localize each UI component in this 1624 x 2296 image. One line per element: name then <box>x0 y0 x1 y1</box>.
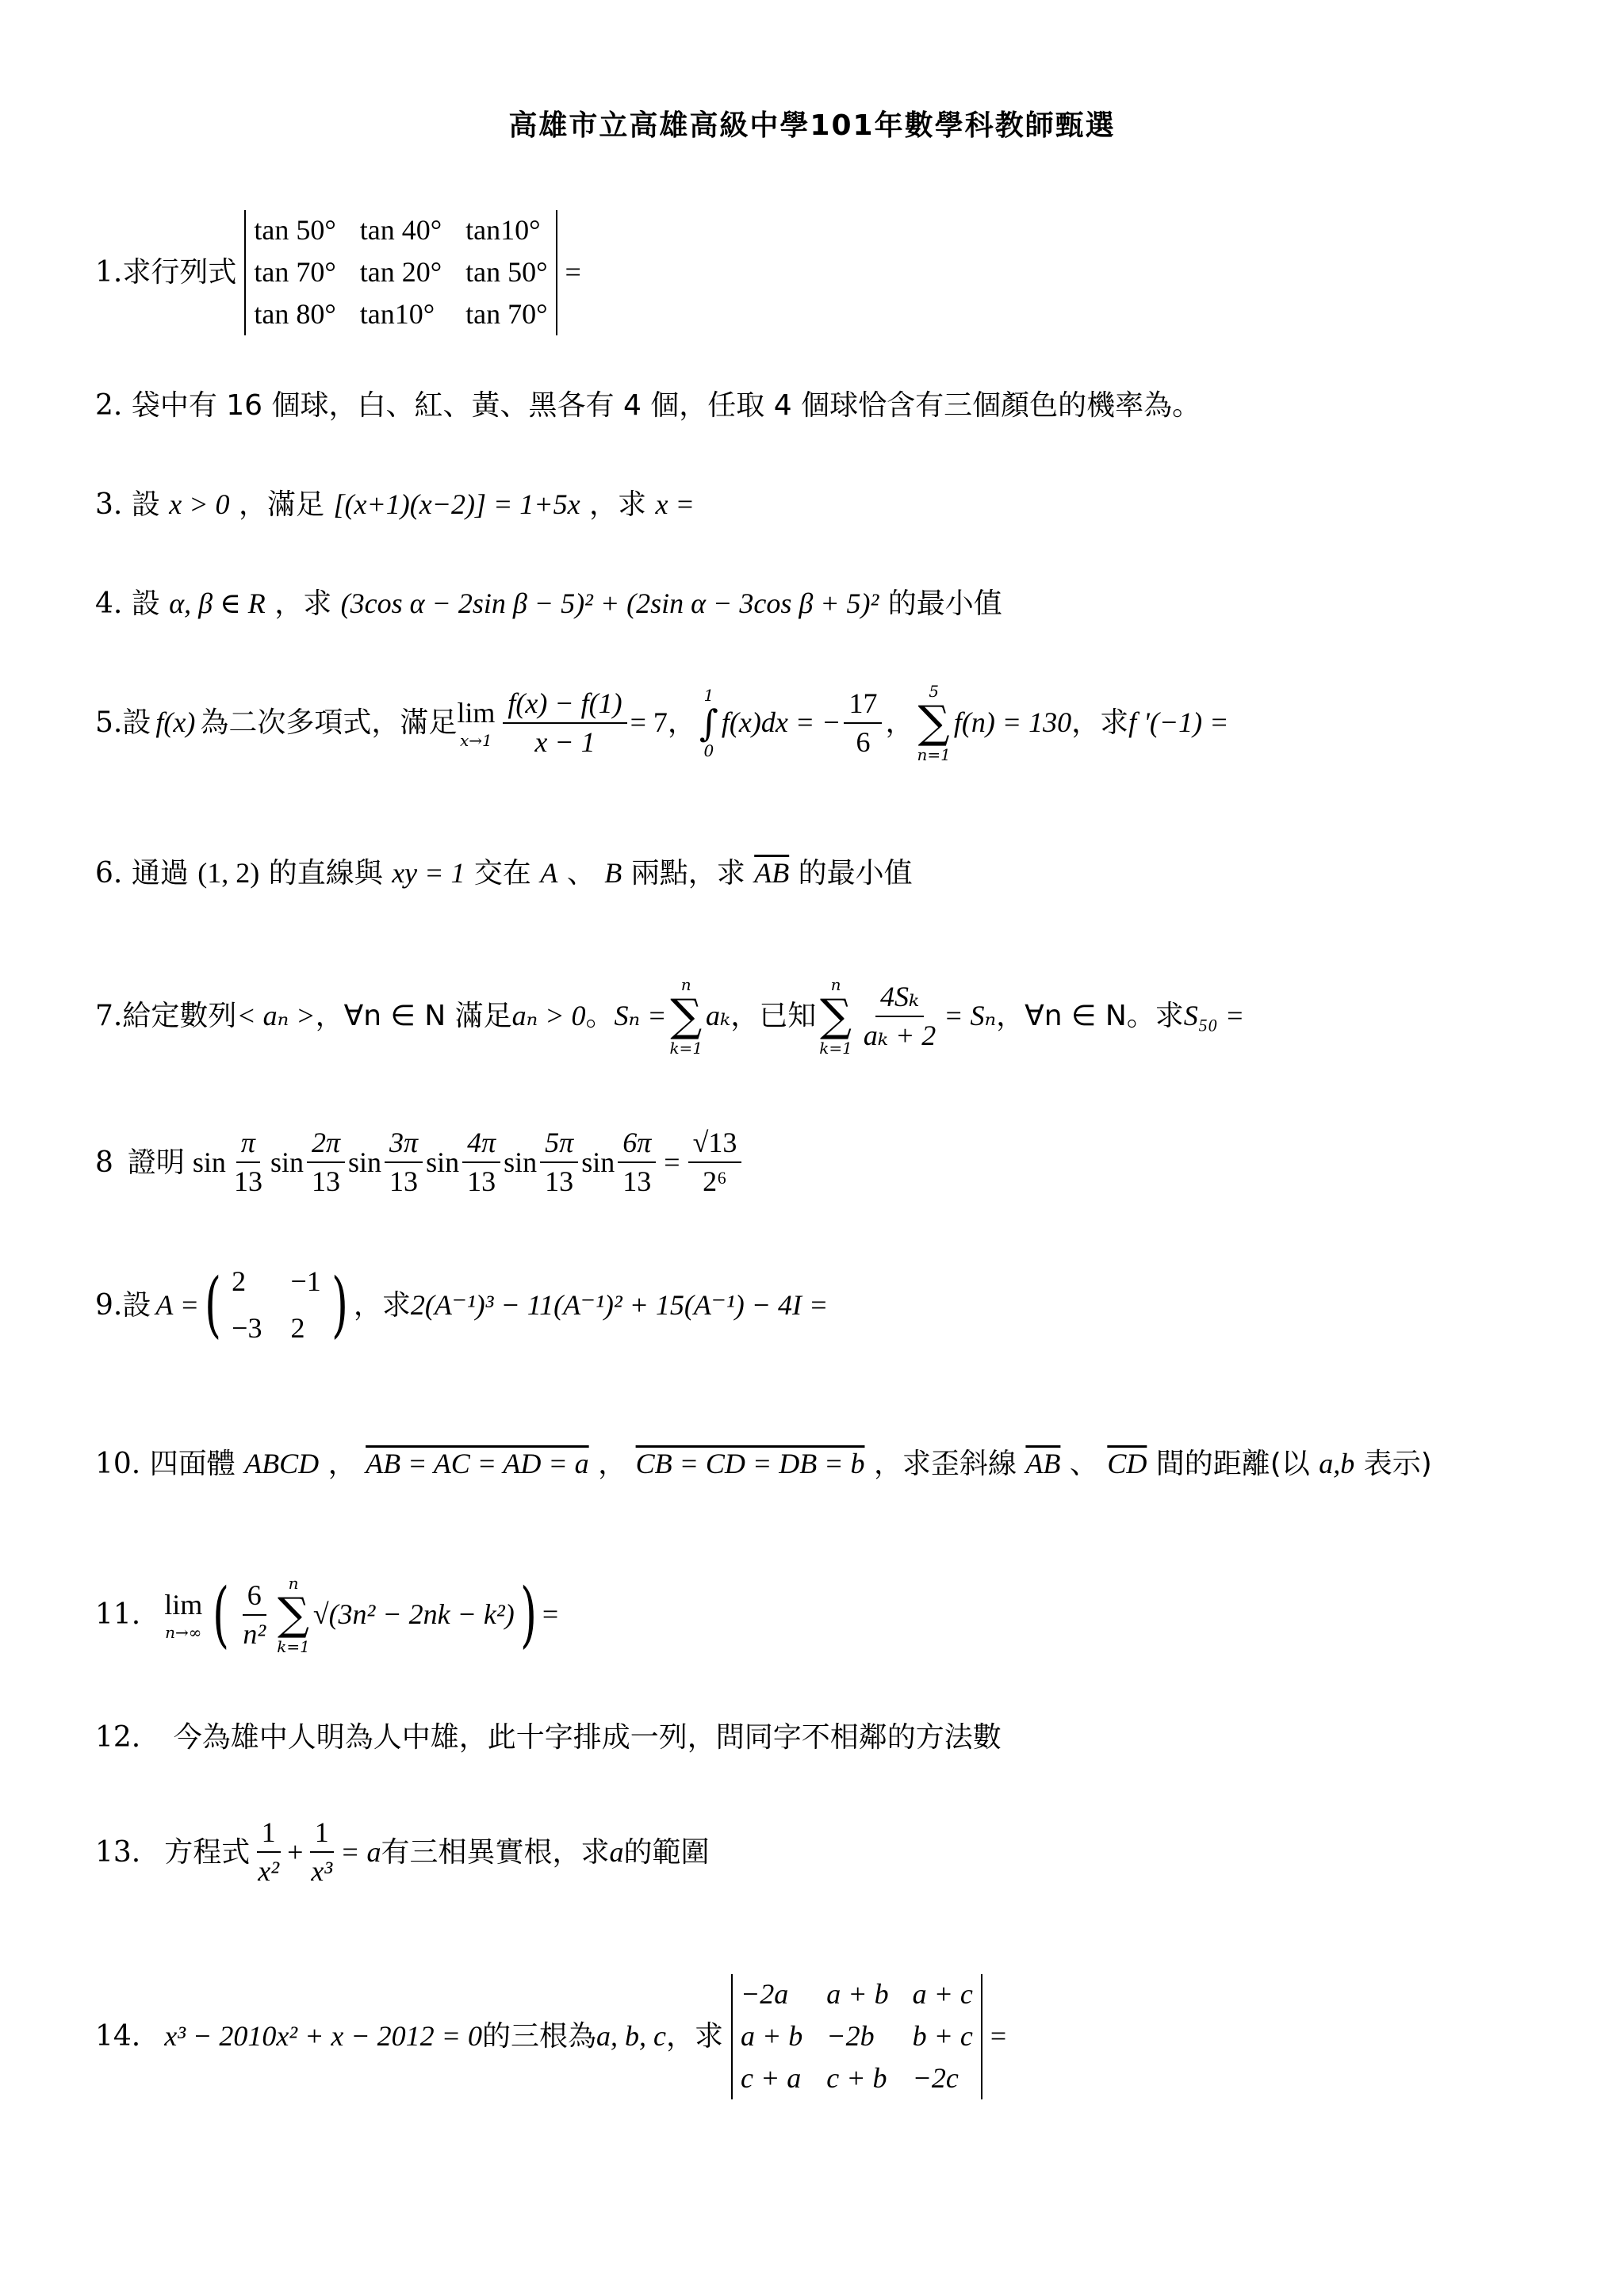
question-2 <box>95 388 1201 423</box>
question-text: 的最小值 <box>798 857 913 890</box>
separator: 。 <box>585 1000 615 1033</box>
question-text: 的三根為 <box>481 2020 596 2053</box>
matrix-cell: 2 <box>290 1312 305 1345</box>
matrix-cell: c + b <box>826 2062 887 2095</box>
question-text: ，求 <box>665 2020 723 2053</box>
segment: $\overline{AB}$ <box>754 857 790 889</box>
math-expression: x = <box>655 488 695 520</box>
denominator: aₖ + 2 <box>863 1020 936 1051</box>
math-expression: ABCD <box>244 1448 320 1479</box>
limit-operator: lim <box>457 697 496 729</box>
fraction <box>688 1126 742 1199</box>
sin-label: sin <box>581 1146 615 1178</box>
separator: ， <box>667 706 696 740</box>
integral-lower: 0 <box>703 741 714 760</box>
math-expression: = a <box>340 1835 381 1868</box>
math-expression: 2(A⁻¹)³ − 11(A⁻¹)² + 15(A⁻¹) − 4I = <box>410 1288 829 1321</box>
determinant <box>731 1974 982 2099</box>
question-number: 11. <box>95 1598 141 1632</box>
denominator: x³ <box>311 1855 333 1888</box>
question-text: 的範圍 <box>623 1835 710 1869</box>
question-number: 6. <box>95 857 123 890</box>
math-expression: x > 0 <box>169 488 230 520</box>
question-text: 四面體 <box>149 1448 236 1480</box>
question-text: 的最小值 <box>887 587 1002 620</box>
equals-sign: = <box>542 1598 559 1631</box>
math-expression: f '(−1) = <box>1128 706 1229 739</box>
question-text: 表示) <box>1363 1448 1432 1480</box>
math-expression: x³ − 2010x² + x − 2012 = 0 <box>164 2020 482 2053</box>
summation: n ∑ k=1 <box>277 1574 310 1656</box>
numerator: 6π <box>618 1126 656 1163</box>
question-number: 8 <box>95 1146 113 1179</box>
math-expression: S₅₀ = <box>1183 1000 1245 1032</box>
question-13 <box>95 1816 709 1888</box>
sin-label: sin <box>504 1146 538 1178</box>
integral <box>699 686 718 760</box>
question-text: 證明 <box>127 1146 185 1179</box>
math-expression: √(3n² − 2nk − k²) <box>312 1598 515 1631</box>
math-expression: α, β ∈ R <box>169 587 266 619</box>
question-text: 今為雄中人明為人中雄，此十字排成一列，問同字不相鄰的方法數 <box>173 1721 1002 1754</box>
math-expression: B <box>604 857 622 889</box>
summation: 5 ∑ n=1 <box>917 682 951 764</box>
matrix-cell: −2b <box>826 2020 875 2053</box>
matrix <box>232 1265 321 1345</box>
denominator: x − 1 <box>534 726 596 758</box>
denominator: 13 <box>233 1165 262 1198</box>
matrix-cell: 2 <box>232 1265 247 1297</box>
limit-subscript: n→∞ <box>165 1622 202 1642</box>
matrix-cell: tan 70° <box>465 298 548 331</box>
question-number: 3. <box>95 488 123 521</box>
math-expression: f(x)dx = − <box>721 706 841 739</box>
question-number: 13. <box>95 1835 141 1869</box>
math-expression: AB = AC = AD = a <box>366 1448 589 1479</box>
numerator: 5π <box>540 1126 578 1163</box>
numerator: 4Sₖ <box>875 980 924 1017</box>
math-expression: (3cos α − 2sin β − 5)² + (2sin α − 3cos β + 5)² <box>340 587 879 619</box>
numerator: 4π <box>462 1126 500 1163</box>
separator: 、 <box>566 857 596 890</box>
matrix-cell: a + c <box>912 1978 973 2010</box>
question-text: 有三相異實根，求 <box>381 1835 610 1869</box>
fraction <box>540 1126 578 1199</box>
math-expression: = 7 <box>630 706 668 739</box>
limit <box>164 1588 202 1641</box>
denominator: 13 <box>467 1165 496 1198</box>
fraction <box>462 1126 500 1199</box>
matrix-cell: −3 <box>232 1312 262 1345</box>
matrix-cell: a + b <box>826 1978 889 2010</box>
question-9: 9. 設 A = ( 2 −1 −3 2 ) ，求 2(A⁻¹)³ − 11(A⁻¹)² + 15(A⁻¹) − 4I = <box>95 1263 829 1347</box>
question-number: 10. <box>95 1448 141 1480</box>
math-expression: A <box>540 857 558 889</box>
sin-label: sin <box>192 1146 226 1178</box>
question-text: ，求 <box>1071 706 1129 740</box>
matrix-cell: tan10° <box>465 214 541 246</box>
limit-operator: lim <box>164 1589 203 1621</box>
matrix-cell: c + a <box>740 2062 802 2095</box>
fraction <box>306 1816 337 1888</box>
fraction <box>229 1126 267 1199</box>
matrix-cell: tan 20° <box>359 256 442 289</box>
matrix-cell: tan 70° <box>254 256 336 289</box>
fraction <box>618 1126 656 1199</box>
question-text: 。求 <box>1126 1000 1184 1033</box>
math-expression: f(n) = 130 <box>953 706 1072 739</box>
numerator: f(x) − f(1) <box>503 687 626 724</box>
sine-product <box>193 1126 659 1199</box>
separator: 、 <box>1069 1448 1098 1480</box>
question-1 <box>95 210 581 335</box>
matrix-cell: tan 80° <box>254 298 336 331</box>
matrix-cell: −2c <box>912 2062 959 2095</box>
limit <box>457 696 495 749</box>
question-text: 設 <box>122 1288 151 1322</box>
numerator: 1 <box>257 1816 281 1853</box>
math-expression: a,b <box>1319 1448 1355 1479</box>
denominator: 13 <box>311 1165 340 1198</box>
integral-sign: ∫ <box>699 702 718 744</box>
numerator: √13 <box>688 1126 742 1163</box>
sum-lower: k=1 <box>277 1637 310 1656</box>
sum-upper: n <box>830 975 841 994</box>
question-text: 設 <box>122 706 151 740</box>
sum-upper: 5 <box>929 682 939 701</box>
sum-lower: k=1 <box>669 1039 703 1058</box>
numerator: 2π <box>307 1126 345 1163</box>
denominator: 2⁶ <box>703 1165 727 1198</box>
question-4 <box>95 587 1002 621</box>
question-text: ，求 <box>274 587 332 620</box>
question-text: ，已知 <box>730 1000 817 1033</box>
numerator: 17 <box>844 687 882 724</box>
math-expression: aₙ > 0 <box>511 1000 586 1032</box>
fraction <box>238 1578 270 1651</box>
question-text: ，求歪斜線 <box>873 1448 1017 1480</box>
math-expression: f(x) <box>155 706 196 739</box>
math-expression: a <box>609 1835 624 1868</box>
math-expression: CB = CD = DB = b <box>635 1448 865 1479</box>
question-text: 方程式 <box>164 1835 251 1869</box>
question-number: 9. <box>95 1288 123 1322</box>
question-number: 1. <box>95 256 123 289</box>
matrix-cell: tan 50° <box>254 214 336 246</box>
segment: $\overline{CD}$ <box>1107 1448 1147 1479</box>
question-5 <box>95 682 1228 764</box>
question-text: 兩點，求 <box>630 857 745 890</box>
question-text: 間的距離(以 <box>1155 1448 1310 1480</box>
math-expression: aₖ <box>706 1000 731 1032</box>
separator: ， <box>327 1448 357 1480</box>
denominator: n² <box>243 1618 266 1650</box>
sum-upper: n <box>288 1574 299 1593</box>
separator: ， <box>885 706 914 740</box>
segment: $\overline{AB}$ <box>1025 1448 1061 1479</box>
denominator: 13 <box>389 1165 419 1198</box>
question-text: 通過 <box>131 857 189 890</box>
question-12 <box>95 1720 1002 1755</box>
numerator: 3π <box>385 1126 423 1163</box>
question-number: 5. <box>95 706 123 740</box>
equals-sign: = <box>565 256 581 289</box>
numerator: 1 <box>310 1816 334 1853</box>
question-text: 設 <box>131 488 160 521</box>
question-3 <box>95 488 695 522</box>
sum-lower: n=1 <box>917 745 951 764</box>
question-text: 的直線與 <box>268 857 383 890</box>
fraction <box>859 980 940 1053</box>
math-expression: xy = 1 <box>392 857 465 889</box>
question-number: 14. <box>95 2020 141 2053</box>
denominator: 6 <box>856 726 871 758</box>
summation: n ∑ k=1 <box>669 975 703 1058</box>
sin-label: sin <box>270 1146 304 1178</box>
fraction <box>307 1126 345 1199</box>
separator: ， <box>598 1448 627 1480</box>
fraction <box>844 687 882 760</box>
question-10 <box>95 1447 1432 1481</box>
math-expression: [(x+1)(x−2)] = 1+5x <box>333 488 580 520</box>
math-expression: < aₙ > <box>236 1000 316 1032</box>
question-text: 交在 <box>473 857 531 890</box>
sum-upper: n <box>680 975 691 994</box>
limit-subscript: x→1 <box>459 730 492 750</box>
summation: n ∑ k=1 <box>819 975 852 1058</box>
question-number: 12. <box>95 1721 141 1754</box>
math-expression: = Sₙ <box>944 1000 997 1032</box>
matrix-cell: −2a <box>740 1978 789 2010</box>
determinant <box>244 210 557 335</box>
denominator: x² <box>258 1855 280 1888</box>
question-8: 8 證明 sin $\frac{\pi}{13}$ sin $\frac{2\pi}{13}$ sin $\frac{3\pi}{13}$ sin $\frac{4\pi}{13}$ sin $\frac{5\pi}{13}$ sin $\frac{6\pi}{13}$ = $\frac{√13}{\text{2⁶}}$ <box>95 1126 745 1199</box>
denominator: 13 <box>622 1165 652 1198</box>
matrix-cell: tan 40° <box>359 214 442 246</box>
numerator: 6 <box>243 1578 266 1616</box>
matrix-cell: b + c <box>912 2020 973 2053</box>
math-expression: Sₙ = <box>614 1000 667 1032</box>
question-14 <box>95 1974 1006 2099</box>
equals-sign: = <box>990 2020 1007 2053</box>
matrix-cell: −1 <box>290 1265 321 1297</box>
question-text: ，∀n ∈ N <box>996 1000 1127 1033</box>
question-6 <box>95 856 913 890</box>
question-text: 設 <box>131 587 160 620</box>
question-text: 為二次多項式，滿足 <box>200 706 458 740</box>
question-text: ，求 <box>353 1288 411 1322</box>
question-text: ，∀n ∈ N 滿足 <box>315 1000 512 1033</box>
matrix-cell: a + b <box>740 2020 803 2053</box>
question-11: 11. lim n→∞ ( $\frac{6}{\text{n²}}$ n ∑ k=1 √(3n² − 2nk − k²) ) = <box>95 1573 559 1656</box>
sin-label: sin <box>348 1146 382 1178</box>
matrix-cell: tan10° <box>359 298 435 331</box>
question-number: 2. <box>95 389 123 422</box>
math-expression: a, b, c <box>596 2020 666 2053</box>
integral-upper: 1 <box>703 686 714 705</box>
question-number: 7. <box>95 1000 123 1033</box>
question-number: 4. <box>95 587 123 620</box>
fraction <box>253 1816 284 1888</box>
question-text: 袋中有 16 個球，白、紅、黃、黑各有 4 個，任取 4 個球恰含有三個顏色的機率為。 <box>131 389 1201 422</box>
numerator: π <box>236 1126 260 1163</box>
fraction <box>385 1126 423 1199</box>
denominator: 13 <box>545 1165 574 1198</box>
sum-lower: k=1 <box>819 1039 852 1058</box>
math-expression: A = <box>155 1288 200 1321</box>
page-title: 高雄市立高雄高級中學101年數學科教師甄選 <box>508 109 1116 142</box>
plus-sign: + <box>287 1835 304 1868</box>
fraction <box>503 687 626 760</box>
question-text: ，求 <box>589 488 647 521</box>
question-text: 給定數列 <box>122 1000 237 1033</box>
question-text: 求行列式 <box>122 256 237 289</box>
matrix-cell: tan 50° <box>465 256 548 289</box>
math-expression: (1, 2) <box>197 857 260 889</box>
question-text: ，滿足 <box>239 488 325 521</box>
sin-label: sin <box>426 1146 460 1178</box>
question-7 <box>95 975 1244 1058</box>
